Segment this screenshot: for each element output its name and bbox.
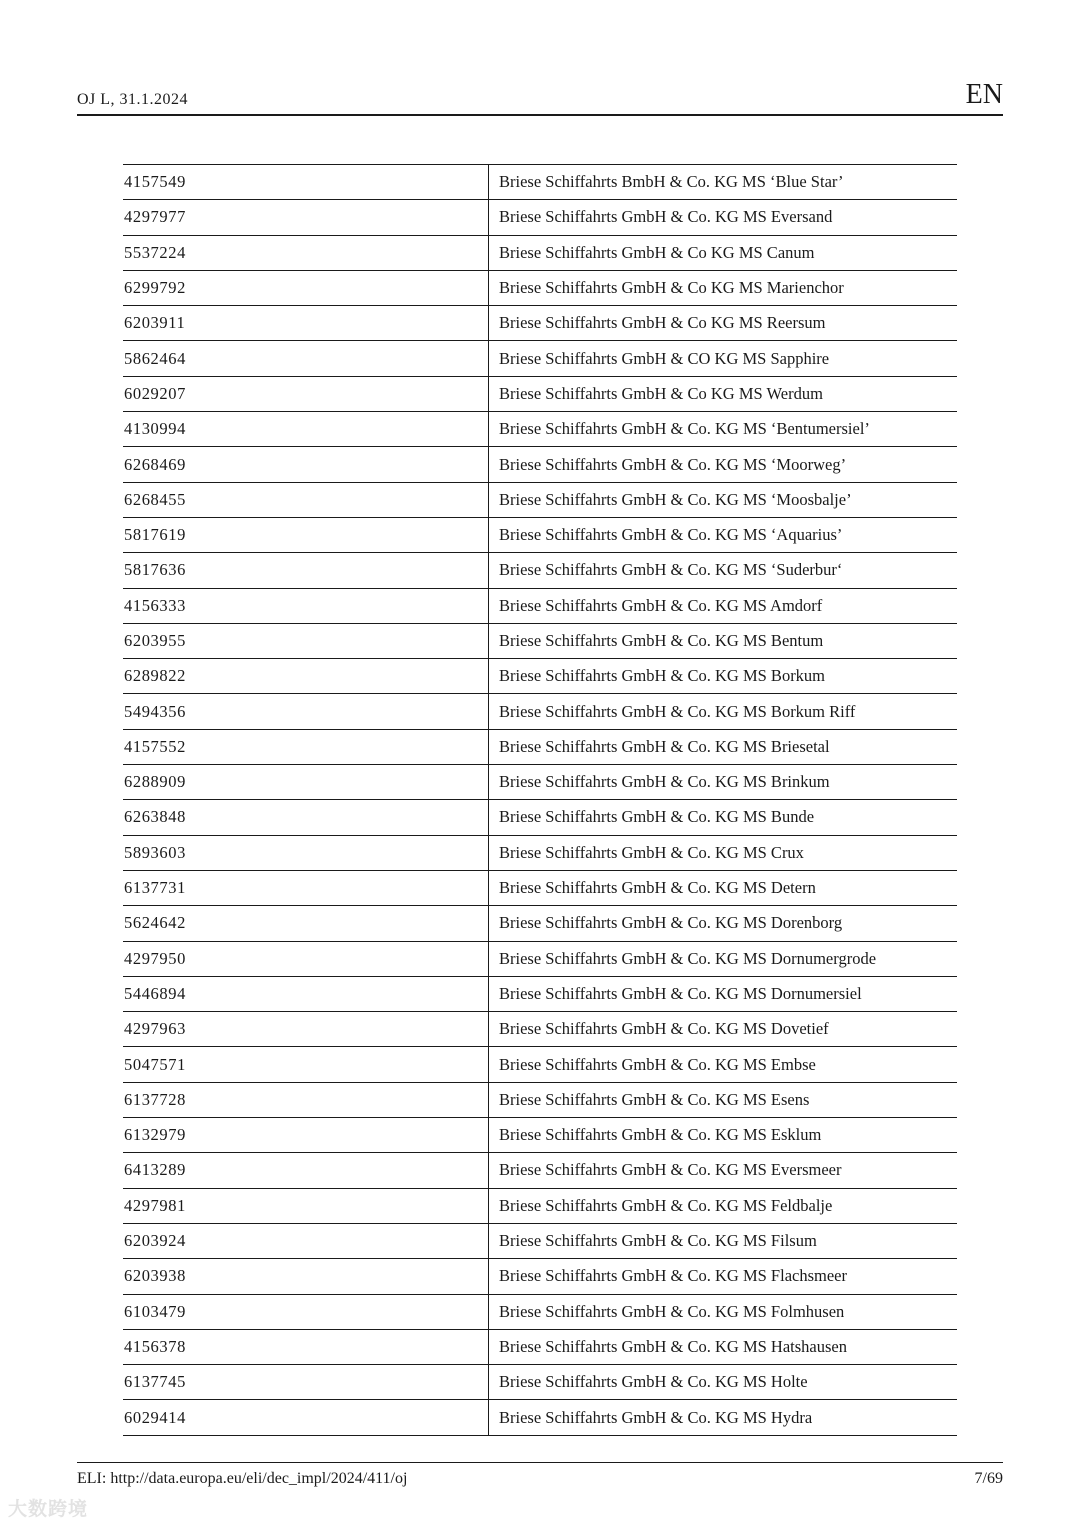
table-row (123, 1153, 957, 1188)
imo-number-cell: 5817636 (123, 553, 489, 588)
company-name-cell: Briese Schiffahrts GmbH & Co. KG MS Esklum (489, 1118, 958, 1153)
imo-number-cell: 5862464 (123, 341, 489, 376)
company-name-cell: Briese Schiffahrts GmbH & Co. KG MS Dornumersiel (489, 976, 958, 1011)
imo-number-cell: 6299792 (123, 270, 489, 305)
table-row (123, 447, 957, 482)
table-row (123, 376, 957, 411)
company-name-cell: Briese Schiffahrts GmbH & Co KG MS Werdum (489, 376, 958, 411)
table-row (123, 165, 957, 200)
imo-number-cell: 4157552 (123, 729, 489, 764)
imo-number-cell: 6288909 (123, 765, 489, 800)
company-name-cell: Briese Schiffahrts GmbH & Co. KG MS Dovetief (489, 1012, 958, 1047)
company-name-cell: Briese Schiffahrts BmbH & Co. KG MS ‘Blue Star’ (489, 165, 958, 200)
imo-number-cell: 5893603 (123, 835, 489, 870)
company-name-cell: Briese Schiffahrts GmbH & Co. KG MS Embse (489, 1047, 958, 1082)
company-name-cell: Briese Schiffahrts GmbH & Co. KG MS ‘Suderbur‘ (489, 553, 958, 588)
table-row (123, 1294, 957, 1329)
company-name-cell: Briese Schiffahrts GmbH & Co. KG MS Esens (489, 1082, 958, 1117)
company-name-cell: Briese Schiffahrts GmbH & Co KG MS Canum (489, 235, 958, 270)
table-row (123, 765, 957, 800)
imo-number-cell: 6137731 (123, 870, 489, 905)
company-name-cell: Briese Schiffahrts GmbH & Co. KG MS Borkum Riff (489, 694, 958, 729)
imo-number-cell: 6132979 (123, 1118, 489, 1153)
journal-reference: OJ L, 31.1.2024 (77, 91, 189, 108)
company-name-cell: Briese Schiffahrts GmbH & Co. KG MS Amdorf (489, 588, 958, 623)
table-row (123, 659, 957, 694)
table-row (123, 306, 957, 341)
table-row (123, 553, 957, 588)
page-header (77, 78, 1003, 116)
company-name-cell: Briese Schiffahrts GmbH & Co. KG MS Crux (489, 835, 958, 870)
imo-number-cell: 6413289 (123, 1153, 489, 1188)
imo-number-cell: 5446894 (123, 976, 489, 1011)
table-row (123, 235, 957, 270)
company-name-cell: Briese Schiffahrts GmbH & Co. KG MS Filsum (489, 1223, 958, 1258)
imo-number-cell: 4156333 (123, 588, 489, 623)
company-name-cell: Briese Schiffahrts GmbH & Co KG MS Reersum (489, 306, 958, 341)
company-name-cell: Briese Schiffahrts GmbH & CO KG MS Sapphire (489, 341, 958, 376)
company-name-cell: Briese Schiffahrts GmbH & Co. KG MS Flachsmeer (489, 1259, 958, 1294)
imo-number-cell: 6263848 (123, 800, 489, 835)
company-name-cell: Briese Schiffahrts GmbH & Co. KG MS Bentum (489, 623, 958, 658)
company-name-cell: Briese Schiffahrts GmbH & Co. KG MS Folmhusen (489, 1294, 958, 1329)
company-name-cell: Briese Schiffahrts GmbH & Co. KG MS Hatshausen (489, 1329, 958, 1364)
imo-number-cell: 4156378 (123, 1329, 489, 1364)
imo-number-cell: 6103479 (123, 1294, 489, 1329)
imo-number-cell: 6268469 (123, 447, 489, 482)
company-name-cell: Briese Schiffahrts GmbH & Co. KG MS Eversand (489, 200, 958, 235)
table-row (123, 1082, 957, 1117)
company-name-cell: Briese Schiffahrts GmbH & Co. KG MS Borkum (489, 659, 958, 694)
company-name-cell: Briese Schiffahrts GmbH & Co. KG MS Dornumergrode (489, 941, 958, 976)
company-name-cell: Briese Schiffahrts GmbH & Co. KG MS Feldbalje (489, 1188, 958, 1223)
imo-number-cell: 6137745 (123, 1365, 489, 1400)
company-name-cell: Briese Schiffahrts GmbH & Co. KG MS Dorenborg (489, 906, 958, 941)
company-name-cell: Briese Schiffahrts GmbH & Co. KG MS ‘Moorweg’ (489, 447, 958, 482)
table-row (123, 800, 957, 835)
table-row (123, 1400, 957, 1435)
company-name-cell: Briese Schiffahrts GmbH & Co. KG MS Bunde (489, 800, 958, 835)
imo-number-cell: 5817619 (123, 517, 489, 552)
table-row (123, 1365, 957, 1400)
table-row (123, 976, 957, 1011)
imo-number-cell: 4297950 (123, 941, 489, 976)
imo-number-cell: 6203938 (123, 1259, 489, 1294)
imo-number-cell: 4297963 (123, 1012, 489, 1047)
company-name-cell: Briese Schiffahrts GmbH & Co. KG MS Holte (489, 1365, 958, 1400)
imo-number-cell: 5047571 (123, 1047, 489, 1082)
table-row (123, 870, 957, 905)
company-name-cell: Briese Schiffahrts GmbH & Co. KG MS ‘Aquarius’ (489, 517, 958, 552)
table-row (123, 906, 957, 941)
table-row (123, 941, 957, 976)
table-row (123, 623, 957, 658)
company-name-cell: Briese Schiffahrts GmbH & Co KG MS Marienchor (489, 270, 958, 305)
table-row (123, 729, 957, 764)
company-name-cell: Briese Schiffahrts GmbH & Co. KG MS ‘Moosbalje’ (489, 482, 958, 517)
imo-number-cell: 4297981 (123, 1188, 489, 1223)
company-name-cell: Briese Schiffahrts GmbH & Co. KG MS Hydra (489, 1400, 958, 1435)
imo-number-cell: 6203911 (123, 306, 489, 341)
imo-number-cell: 4157549 (123, 165, 489, 200)
imo-number-cell: 5494356 (123, 694, 489, 729)
table-row (123, 588, 957, 623)
table-row (123, 1223, 957, 1258)
company-name-cell: Briese Schiffahrts GmbH & Co. KG MS Brinkum (489, 765, 958, 800)
language-code: EN (965, 79, 1003, 110)
imo-number-cell: 6137728 (123, 1082, 489, 1117)
table-row (123, 412, 957, 447)
watermark-logo: 大数跨境 (8, 1498, 89, 1520)
table-row (123, 1188, 957, 1223)
imo-number-cell: 6289822 (123, 659, 489, 694)
vessel-table (123, 164, 957, 1436)
table-row (123, 694, 957, 729)
table-row (123, 341, 957, 376)
imo-number-cell: 6203924 (123, 1223, 489, 1258)
company-name-cell: Briese Schiffahrts GmbH & Co. KG MS Eversmeer (489, 1153, 958, 1188)
table-row (123, 200, 957, 235)
table-row (123, 517, 957, 552)
table-row (123, 1118, 957, 1153)
table-row (123, 1047, 957, 1082)
company-name-cell: Briese Schiffahrts GmbH & Co. KG MS Detern (489, 870, 958, 905)
table-row (123, 835, 957, 870)
table-row (123, 1329, 957, 1364)
imo-number-cell: 4130994 (123, 412, 489, 447)
imo-number-cell: 6268455 (123, 482, 489, 517)
imo-number-cell: 4297977 (123, 200, 489, 235)
table-row (123, 270, 957, 305)
imo-number-cell: 6029207 (123, 376, 489, 411)
company-name-cell: Briese Schiffahrts GmbH & Co. KG MS ‘Bentumersiel’ (489, 412, 958, 447)
table-row (123, 1012, 957, 1047)
imo-number-cell: 5537224 (123, 235, 489, 270)
company-name-cell: Briese Schiffahrts GmbH & Co. KG MS Briesetal (489, 729, 958, 764)
page-footer (77, 1462, 1003, 1493)
eli-link[interactable]: ELI: http://data.europa.eu/eli/dec_impl/2024/411/oj (77, 1470, 408, 1487)
imo-number-cell: 5624642 (123, 906, 489, 941)
page-number: 7/69 (974, 1470, 1003, 1487)
imo-number-cell: 6029414 (123, 1400, 489, 1435)
imo-number-cell: 6203955 (123, 623, 489, 658)
vessel-table-body (123, 165, 957, 1435)
table-row (123, 482, 957, 517)
table-row (123, 1259, 957, 1294)
